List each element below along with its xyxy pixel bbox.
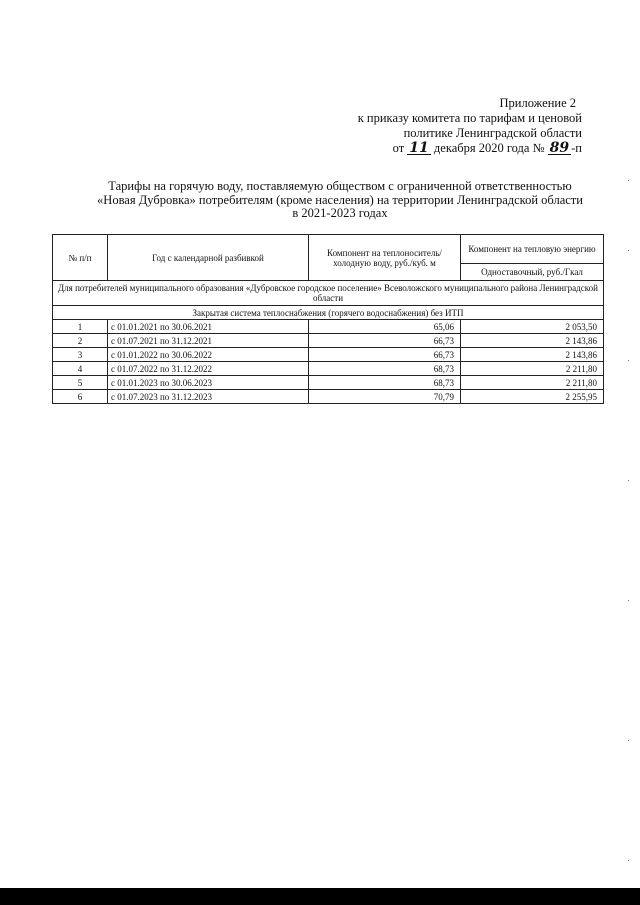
scan-noise [628, 180, 630, 880]
row-period: с 01.01.2021 по 30.06.2021 [108, 320, 309, 334]
table-row [53, 362, 604, 376]
appendix-header [358, 96, 582, 156]
title-line-2: «Новая Дубровка» потребителям (кроме населения) на территории Ленинградской области [97, 192, 583, 207]
row-num: 4 [53, 362, 108, 376]
row-comp1: 68,73 [309, 376, 461, 390]
table-group-row [53, 281, 604, 306]
row-period: с 01.07.2023 по 31.12.2023 [108, 390, 309, 404]
row-comp1: 65,06 [309, 320, 461, 334]
row-comp1: 68,73 [309, 362, 461, 376]
row-num: 6 [53, 390, 108, 404]
date-prefix: от [392, 141, 405, 155]
row-period: с 01.07.2022 по 31.12.2022 [108, 362, 309, 376]
scan-edge-bar [0, 888, 640, 905]
header-year: Год с календарной разбивкой [108, 235, 309, 281]
table-row [53, 376, 604, 390]
table-subgroup-row [53, 306, 604, 320]
table-row [53, 390, 604, 404]
appendix-committee-line: политике Ленинградской области [403, 126, 582, 140]
row-period: с 01.07.2021 по 31.12.2021 [108, 334, 309, 348]
appendix-title: Приложение 2 [499, 96, 576, 110]
header-comp2: Компонент на тепловую энергию [461, 235, 604, 264]
row-num: 3 [53, 348, 108, 362]
row-comp2: 2 255,95 [461, 390, 604, 404]
row-comp2: 2 211,80 [461, 362, 604, 376]
row-comp1: 66,73 [309, 334, 461, 348]
title-line-1: Тарифы на горячую воду, поставляемую обществом с ограниченной ответственностью [108, 179, 572, 193]
row-comp1: 66,73 [309, 348, 461, 362]
row-comp2: 2 143,86 [461, 334, 604, 348]
table-header-row [53, 235, 604, 264]
row-comp2: 2 143,86 [461, 348, 604, 362]
table-row [53, 334, 604, 348]
row-num: 1 [53, 320, 108, 334]
header-comp1: Компонент на теплоноситель/ холодную воду, руб./куб. м [309, 235, 461, 281]
header-num: № п/п [53, 235, 108, 281]
title-line-3: в 2021-2023 годах [292, 206, 388, 220]
row-comp2: 2 053,50 [461, 320, 604, 334]
row-comp1: 70,79 [309, 390, 461, 404]
subgroup-label: Закрытая система теплоснабжения (горячего водоснабжения) без ИТП [53, 306, 604, 320]
table-row [53, 320, 604, 334]
header-comp2-sub: Одноставочный, руб./Гкал [461, 264, 604, 281]
row-period: с 01.01.2022 по 30.06.2022 [108, 348, 309, 362]
order-suffix: -п [571, 141, 582, 155]
table-row [53, 348, 604, 362]
document-title [52, 180, 628, 221]
group-label: Для потребителей муниципального образования «Дубровское городское поселение» Всеволожского муниципального района Ленинградской области [53, 281, 604, 306]
tariff-table [52, 234, 604, 404]
date-rest: декабря 2020 года № [433, 141, 545, 155]
row-comp2: 2 211,80 [461, 376, 604, 390]
appendix-date-line [358, 141, 582, 156]
row-num: 5 [53, 376, 108, 390]
handwritten-day: 11 [409, 140, 429, 156]
handwritten-order-number: 89 [549, 140, 570, 156]
row-period: с 01.01.2023 по 30.06.2023 [108, 376, 309, 390]
appendix-order-line: к приказу комитета по тарифам и ценовой [357, 111, 582, 125]
row-num: 2 [53, 334, 108, 348]
